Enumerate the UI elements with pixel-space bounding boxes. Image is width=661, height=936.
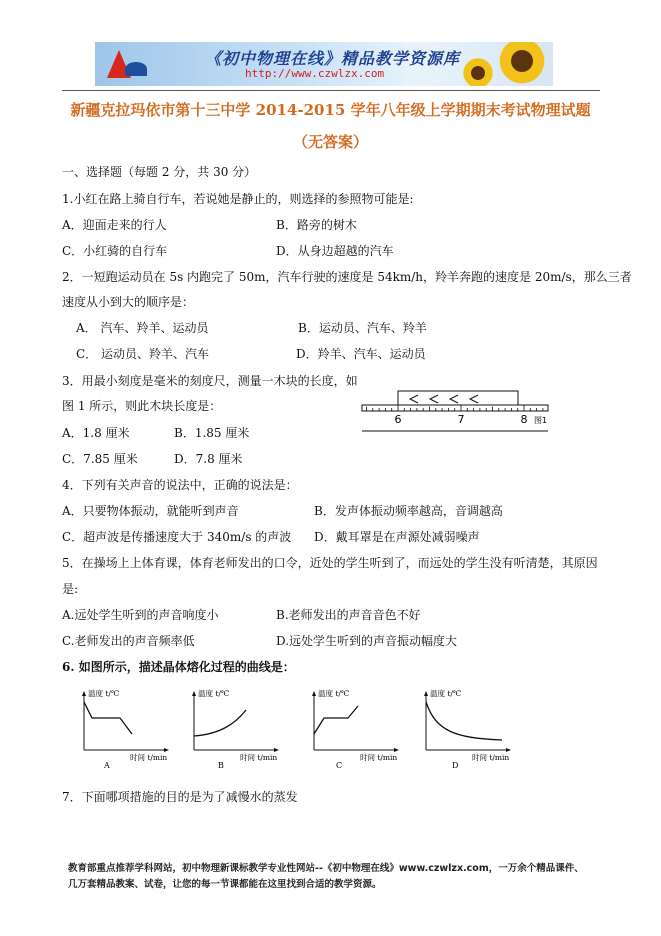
question-stem: 图 1 所示，则此木块长度是：	[62, 399, 222, 413]
header-divider	[62, 90, 600, 91]
option-a: A． 汽车、羚羊、运动员	[76, 321, 209, 335]
graph-x-label: 时间 t/min	[130, 753, 168, 762]
question-stem: 1.小红在路上骑自行车，若说她是静止的，则选择的参照物可能是:	[62, 192, 414, 206]
option-d: D．羚羊、汽车、运动员	[296, 347, 426, 361]
banner-url: http://www.czwlzx.com	[245, 67, 385, 80]
sunflower-icon	[497, 42, 547, 86]
banner-title: 《初中物理在线》精品教学资源库	[205, 49, 461, 68]
ruler-tick-label: 6	[394, 413, 402, 426]
graph-option-label: B	[218, 761, 224, 770]
question-stem: 4．下列有关声音的说法中，正确的说法是：	[62, 478, 298, 492]
graph-x-label: 时间 t/min	[240, 753, 278, 762]
option-a: A.远处学生听到的声音响度小	[62, 608, 219, 622]
question-stem: 速度从小到大的顺序是：	[62, 295, 195, 309]
graph-d	[412, 688, 512, 770]
option-b: B．1.85 厘米	[174, 426, 250, 440]
question-stem: 7．下面哪项措施的目的是为了减慢水的蒸发	[62, 790, 298, 804]
graph-c	[300, 688, 400, 770]
graph-x-label: 时间 t/min	[472, 753, 510, 762]
graph-y-label: 温度 t/℃	[88, 689, 120, 698]
ruler-tick-label: 7	[457, 413, 465, 426]
page-title: 新疆克拉玛依市第十三中学 2014-2015 学年八年级上学期期末考试物理试题	[70, 101, 591, 119]
graph-x-label: 时间 t/min	[360, 753, 398, 762]
graph-y-label: 温度 t/℃	[198, 689, 230, 698]
option-d: D．7.8 厘米	[174, 452, 243, 466]
site-banner	[95, 42, 553, 86]
question-stem: 2．一短跑运动员在 5s 内跑完了 50m，汽车行驶的速度是 54km/h，羚羊奔跑的速度是 20m/s，那么三者	[62, 270, 632, 284]
question-stem: 3．用最小刻度是毫米的刻度尺，测量一木块的长度，如	[62, 374, 358, 388]
question-stem: 5．在操场上上体育课，体育老师发出的口令，近处的学生听到了，而远处的学生没有听清楚，其原因	[62, 556, 598, 570]
figure-caption: 图1	[534, 416, 548, 425]
graph-b	[180, 688, 280, 770]
option-a: A．迎面走来的行人	[62, 218, 167, 232]
option-c: C．小红骑的自行车	[62, 244, 168, 258]
option-b: B.老师发出的声音音色不好	[276, 608, 421, 622]
ruler-tick-label: 8	[520, 413, 528, 426]
graph-option-label: C	[336, 761, 343, 770]
graph-a	[70, 688, 170, 770]
page-subtitle: （无答案）	[292, 133, 368, 151]
option-c: C．超声波是传播速度大于 340m/s 的声波	[62, 530, 292, 544]
sunflower-icon	[461, 56, 495, 86]
question-stem: 6. 如图所示，描述晶体熔化过程的曲线是：	[62, 660, 295, 674]
graph-option-label: D	[452, 761, 459, 770]
section-heading: 一、选择题（每题 2 分，共 30 分）	[62, 165, 257, 179]
option-b: B．运动员、汽车、羚羊	[298, 321, 427, 335]
option-c: C．7.85 厘米	[62, 452, 138, 466]
footer-line: 教育部重点推荐学科网站，初中物理新课标教学专业性网站--《初中物理在线》www.czwlzx.com，一万余个精品课件、	[68, 863, 584, 874]
question-stem: 是:	[62, 582, 79, 596]
option-d: D．从身边超越的汽车	[276, 244, 394, 258]
option-c: C.老师发出的声音频率低	[62, 634, 195, 648]
option-b: B．发声体振动频率越高，音调越高	[314, 504, 503, 518]
option-a: A．只要物体振动，就能听到声音	[62, 504, 239, 518]
graph-y-label: 温度 t/℃	[430, 689, 462, 698]
graph-option-label: A	[104, 761, 110, 770]
footer-line: 几万套精品教案、试卷，让您的每一节课都能在这里找到合适的教学资源。	[68, 879, 382, 890]
option-c: C． 运动员、羚羊、汽车	[76, 347, 209, 361]
ruler-figure	[360, 390, 550, 434]
option-b: B．路旁的树木	[276, 218, 357, 232]
option-d: D．戴耳罩是在声源处减弱噪声	[314, 530, 480, 544]
graph-y-label: 温度 t/℃	[318, 689, 350, 698]
option-a: A．1.8 厘米	[62, 426, 130, 440]
logo-swoosh-icon	[125, 62, 147, 76]
option-d: D.远处学生听到的声音振动幅度大	[276, 634, 458, 648]
